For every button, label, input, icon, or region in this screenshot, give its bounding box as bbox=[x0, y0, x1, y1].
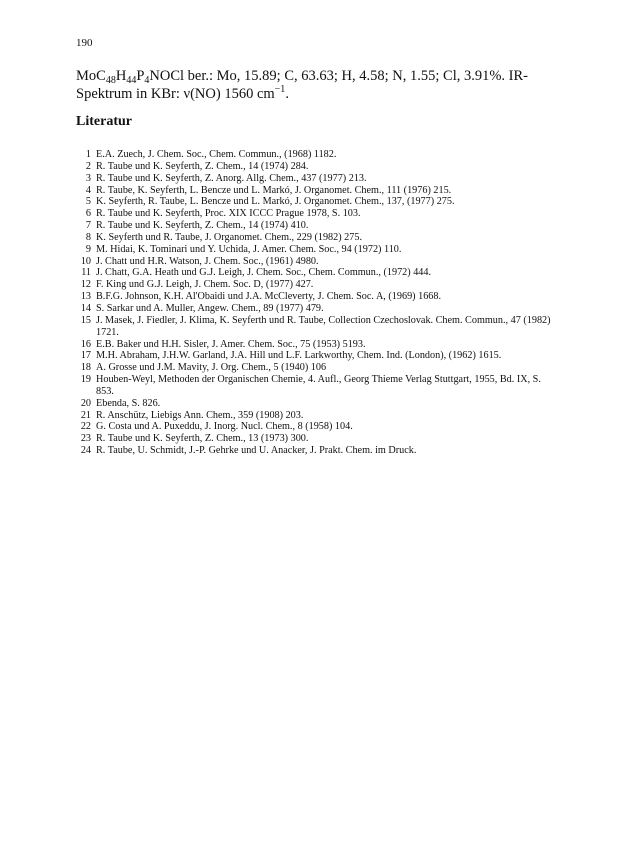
reference-item bbox=[76, 244, 556, 256]
reference-number: 23 bbox=[80, 433, 91, 445]
analysis-paragraph bbox=[76, 67, 550, 103]
reference-text: Houben-Weyl, Methoden der Organischen Chemie, 4. Aufl., Georg Thieme Verlag Stuttgart, 1955, Bd. IX, S. 853. bbox=[96, 374, 541, 397]
formula-prefix: MoC bbox=[76, 68, 106, 84]
reference-item bbox=[76, 149, 556, 161]
reference-text: M.H. Abraham, J.H.W. Garland, J.A. Hill und L.F. Larkworthy, Chem. Ind. (London), (1962) 1615. bbox=[96, 350, 502, 362]
reference-number: 8 bbox=[85, 231, 91, 243]
reference-number: 16 bbox=[80, 338, 91, 350]
reference-item bbox=[76, 410, 556, 422]
reference-text: J. Masek, J. Fiedler, J. Klima, K. Seyferth und R. Taube, Collection Czechoslovak. Chem. Commun., 47 (1982) 1721. bbox=[96, 314, 551, 338]
reference-text: K. Seyferth und R. Taube, J. Organomet. Chem., 229 (1982) 275. bbox=[96, 231, 363, 243]
reference-number: 14 bbox=[80, 302, 91, 314]
formula-subscript-c: 48 bbox=[105, 75, 116, 86]
reference-item bbox=[76, 185, 556, 197]
reference-text: J. Chatt und H.R. Watson, J. Chem. Soc., (1961) 4980. bbox=[96, 255, 319, 267]
reference-number: 6 bbox=[85, 208, 91, 220]
formula-h: H bbox=[115, 68, 127, 84]
reference-text: R. Taube und K. Seyferth, Z. Chem., 13 (1973) 300. bbox=[96, 433, 309, 445]
reference-item bbox=[76, 433, 556, 445]
reference-item bbox=[76, 303, 556, 315]
reference-number: 9 bbox=[85, 243, 91, 255]
reference-number: 24 bbox=[80, 445, 91, 457]
reference-text: R. Taube, U. Schmidt, J.-P. Gehrke und U. Anacker, J. Prakt. Chem. im Druck. bbox=[96, 445, 417, 457]
reference-number: 11 bbox=[81, 267, 91, 279]
reference-text: R. Taube und K. Seyferth, Z. Anorg. Allg. Chem., 437 (1977) 213. bbox=[96, 172, 367, 184]
reference-number: 3 bbox=[85, 172, 91, 184]
reference-number: 20 bbox=[80, 397, 91, 409]
reference-text: B.F.G. Johnson, K.H. Al'Obaidi und J.A. McCleverty, J. Chem. Soc. A, (1969) 1668. bbox=[96, 291, 442, 303]
reference-item bbox=[76, 208, 556, 220]
reference-item bbox=[76, 445, 556, 457]
reference-item bbox=[76, 374, 556, 398]
formula-p: P bbox=[136, 68, 145, 84]
reference-number: 2 bbox=[85, 160, 91, 172]
page-number: 190 bbox=[76, 37, 93, 49]
reference-item bbox=[76, 291, 556, 303]
reference-number: 7 bbox=[85, 220, 91, 232]
reference-number: 12 bbox=[80, 279, 91, 291]
reference-number: 18 bbox=[80, 362, 91, 374]
reference-text: E.B. Baker und H.H. Sisler, J. Amer. Chem. Soc., 75 (1953) 5193. bbox=[96, 338, 366, 350]
reference-number: 10 bbox=[80, 255, 91, 267]
reference-item bbox=[76, 315, 556, 339]
reference-text: R. Taube und K. Seyferth, Proc. XIX ICCC Prague 1978, S. 103. bbox=[96, 208, 361, 220]
reference-number: 13 bbox=[80, 291, 91, 303]
reference-item bbox=[76, 232, 556, 244]
reference-item bbox=[76, 362, 556, 374]
reference-number: 22 bbox=[80, 421, 91, 433]
section-heading: Literatur bbox=[76, 114, 132, 129]
reference-text: R. Taube und K. Seyferth, Z. Chem., 14 (1974) 284. bbox=[96, 160, 309, 172]
reference-text: E.A. Zuech, J. Chem. Soc., Chem. Commun., (1968) 1182. bbox=[96, 149, 337, 160]
reference-item bbox=[76, 173, 556, 185]
reference-item bbox=[76, 398, 556, 410]
reference-number: 17 bbox=[80, 350, 91, 362]
reference-item bbox=[76, 196, 556, 208]
reference-text: R. Taube und K. Seyferth, Z. Chem., 14 (1974) 410. bbox=[96, 220, 309, 232]
reference-text: F. King und G.J. Leigh, J. Chem. Soc. D, (1977) 427. bbox=[96, 279, 314, 291]
reference-text: Ebenda, S. 826. bbox=[96, 397, 161, 409]
reference-text: R. Taube, K. Seyferth, L. Bencze und L. Markó, J. Organomet. Chem., 111 (1976) 215. bbox=[96, 184, 452, 196]
reference-number: 1 bbox=[85, 149, 91, 160]
reference-item bbox=[76, 350, 556, 362]
reference-text: S. Sarkar und A. Muller, Angew. Chem., 89 (1977) 479. bbox=[96, 302, 324, 314]
reference-text: A. Grosse und J.M. Mavity, J. Org. Chem., 5 (1940) 106 bbox=[96, 362, 327, 374]
reference-number: 15 bbox=[80, 314, 91, 326]
reference-text: K. Seyferth, R. Taube, L. Bencze und L. Markó, J. Organomet. Chem., 137, (1977) 275. bbox=[96, 196, 455, 208]
reference-item bbox=[76, 220, 556, 232]
formula-end: . bbox=[285, 86, 289, 102]
reference-text: J. Chatt, G.A. Heath und G.J. Leigh, J. Chem. Soc., Chem. Commun., (1972) 444. bbox=[96, 267, 432, 279]
reference-item bbox=[76, 339, 556, 351]
formula-subscript-h: 44 bbox=[126, 75, 137, 86]
reference-text: R. Anschütz, Liebigs Ann. Chem., 359 (1908) 203. bbox=[96, 409, 304, 421]
reference-item bbox=[76, 161, 556, 173]
reference-text: G. Costa und A. Puxeddu, J. Inorg. Nucl. Chem., 8 (1958) 104. bbox=[96, 421, 353, 433]
reference-number: 19 bbox=[80, 374, 91, 386]
reference-number: 4 bbox=[85, 184, 91, 196]
reference-number: 21 bbox=[80, 409, 91, 421]
reference-item bbox=[76, 256, 556, 268]
reference-item bbox=[76, 421, 556, 433]
reference-list bbox=[76, 149, 556, 457]
formula-subscript-p: 4 bbox=[144, 75, 150, 86]
reference-text: M. Hidai, K. Tominari und Y. Uchida, J. Amer. Chem. Soc., 94 (1972) 110. bbox=[96, 243, 402, 255]
reference-item bbox=[76, 267, 556, 279]
formula-superscript: −1 bbox=[274, 84, 286, 95]
analysis-text: NOCl ber.: Mo, 15.89; C, 63.63; H, 4.58; N, 1.55; Cl, 3.91%. IR-Spektrum in KBr: ν(NO) 1560 cm bbox=[76, 68, 529, 102]
reference-number: 5 bbox=[85, 196, 91, 208]
reference-item bbox=[76, 279, 556, 291]
